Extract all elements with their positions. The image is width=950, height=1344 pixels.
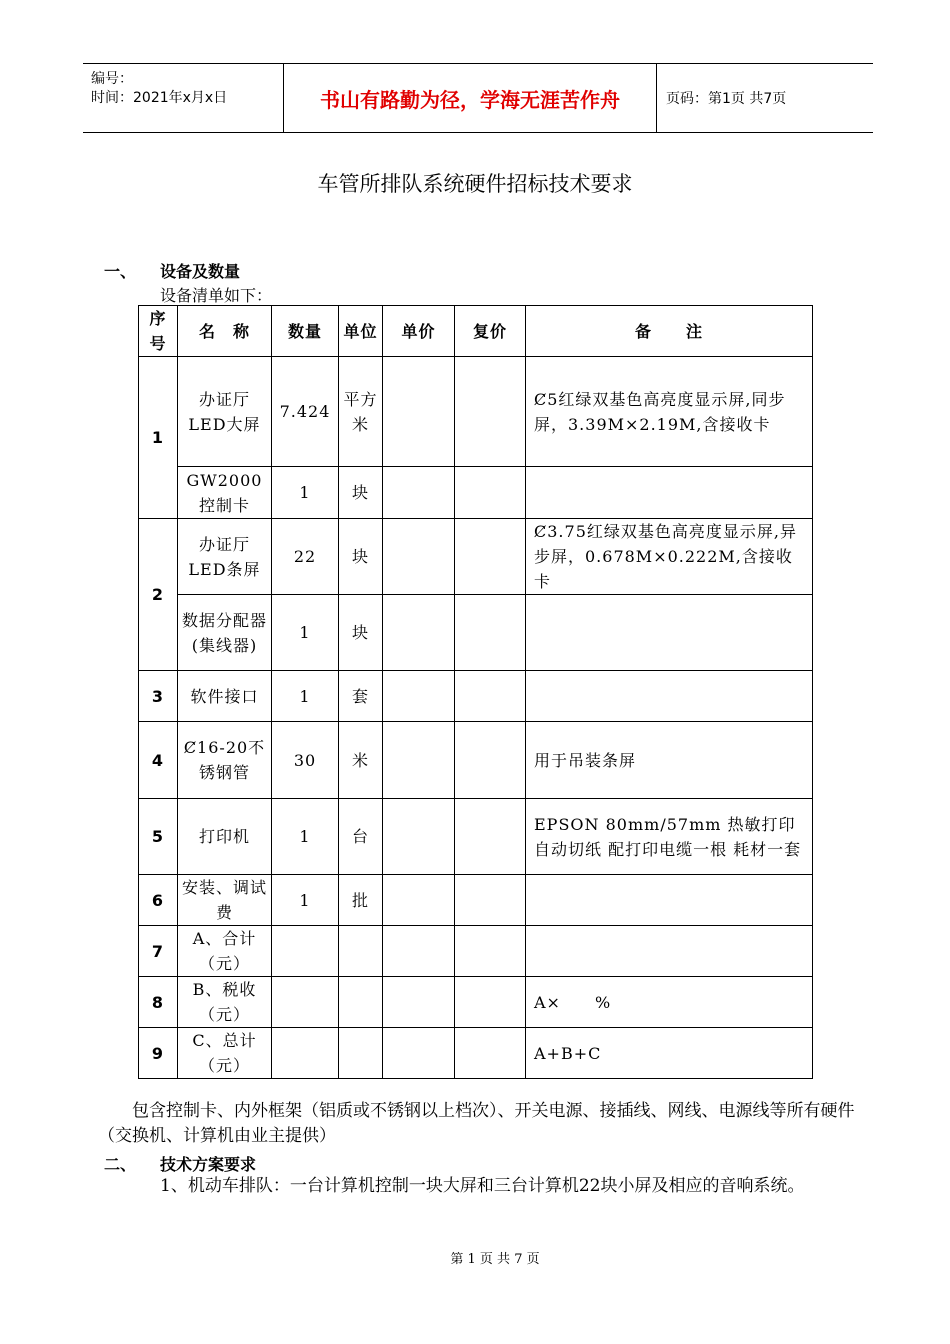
row-price xyxy=(383,977,455,1028)
header-motto: 书山有路勤为径，学海无涯苦作舟 xyxy=(284,64,657,132)
row-qty: 1 xyxy=(272,671,339,722)
row-qty: 1 xyxy=(272,875,339,926)
row-unit: 台 xyxy=(339,799,383,875)
row-unit: 套 xyxy=(339,671,383,722)
row-unit xyxy=(339,1028,383,1079)
row-name: A、合计（元） xyxy=(178,926,272,977)
section1-intro: 设备清单如下： xyxy=(160,286,273,305)
row-note xyxy=(526,671,813,722)
header-meta xyxy=(83,64,284,132)
row-total xyxy=(455,722,526,799)
row-qty: 30 xyxy=(272,722,339,799)
header-no: 序号 xyxy=(139,306,178,357)
row-name: B、税收（元） xyxy=(178,977,272,1028)
row-no: 3 xyxy=(139,671,178,722)
hardware-paragraph: 包含控制卡、内外框架（铝质或不锈钢以上档次）、开关电源、接插线、网线、电源线等所有硬件（交换机、计算机由业主提供） xyxy=(98,1101,855,1146)
row-total xyxy=(455,799,526,875)
row-unit xyxy=(339,977,383,1028)
row-name: 安装、调试费 xyxy=(178,875,272,926)
row-no: 9 xyxy=(139,1028,178,1079)
row-name: 打印机 xyxy=(178,799,272,875)
row-price xyxy=(383,357,455,467)
row-total xyxy=(455,671,526,722)
section1-title: 设备及数量 xyxy=(160,262,241,281)
row-note: A× % xyxy=(526,977,813,1028)
row-unit: 批 xyxy=(339,875,383,926)
row-no: 2 xyxy=(139,519,178,671)
header-name: 名 称 xyxy=(178,306,272,357)
table-row xyxy=(139,519,813,595)
row-total xyxy=(455,467,526,519)
row-note: Ȼ5红绿双基色高亮度显示屏,同步屏，3.39M×2.19M,含接收卡 xyxy=(526,357,813,467)
row-note: 用于吊装条屏 xyxy=(526,722,813,799)
row-price xyxy=(383,671,455,722)
row-unit: 块 xyxy=(339,519,383,595)
table-header-row xyxy=(139,306,813,357)
page-footer: 第 1 页 共 7 页 xyxy=(450,1252,540,1267)
row-unit xyxy=(339,926,383,977)
row-qty xyxy=(272,926,339,977)
row-no: 1 xyxy=(139,357,178,519)
table-row xyxy=(139,357,813,467)
row-no: 8 xyxy=(139,977,178,1028)
row-qty: 1 xyxy=(272,595,339,671)
section1-number: 一、 xyxy=(104,262,137,281)
row-qty xyxy=(272,977,339,1028)
row-price xyxy=(383,722,455,799)
row-name: Ȼ16-20不锈钢管 xyxy=(178,722,272,799)
row-price xyxy=(383,926,455,977)
header-price: 单价 xyxy=(383,306,455,357)
row-total xyxy=(455,357,526,467)
row-name: C、总计（元） xyxy=(178,1028,272,1079)
section2-title: 技术方案要求 xyxy=(160,1155,257,1174)
table-row xyxy=(139,977,813,1028)
row-no: 4 xyxy=(139,722,178,799)
row-total xyxy=(455,595,526,671)
row-price xyxy=(383,875,455,926)
row-total xyxy=(455,926,526,977)
row-unit: 块 xyxy=(339,467,383,519)
row-name: 数据分配器(集线器) xyxy=(178,595,272,671)
row-total xyxy=(455,977,526,1028)
row-note xyxy=(526,926,813,977)
row-price xyxy=(383,1028,455,1079)
table-row xyxy=(139,467,813,519)
row-note: EPSON 80mm/57mm 热敏打印 自动切纸 配打印电缆一根 耗材一套 xyxy=(526,799,813,875)
row-note: Ȼ3.75红绿双基色高亮度显示屏,异步屏，0.678M×0.222M,含接收卡 xyxy=(526,519,813,595)
row-price xyxy=(383,467,455,519)
number-label: 编号： xyxy=(91,71,133,87)
row-no: 6 xyxy=(139,875,178,926)
row-unit: 平方米 xyxy=(339,357,383,467)
row-name: 办证厅LED条屏 xyxy=(178,519,272,595)
row-name: 办证厅LED大屏 xyxy=(178,357,272,467)
row-price xyxy=(383,519,455,595)
document-title: 车管所排队系统硬件招标技术要求 xyxy=(317,172,633,196)
table-row xyxy=(139,875,813,926)
row-unit: 米 xyxy=(339,722,383,799)
table-row xyxy=(139,671,813,722)
row-no: 7 xyxy=(139,926,178,977)
row-note xyxy=(526,875,813,926)
row-price xyxy=(383,799,455,875)
date-label: 时间：2021年x月x日 xyxy=(91,90,228,106)
row-qty: 22 xyxy=(272,519,339,595)
table-row xyxy=(139,926,813,977)
table-row xyxy=(139,799,813,875)
header-page-info: 页码：第1页 共7页 xyxy=(666,91,787,107)
row-qty: 1 xyxy=(272,467,339,519)
row-total xyxy=(455,875,526,926)
header-unit: 单位 xyxy=(339,306,383,357)
row-price xyxy=(383,595,455,671)
row-name: GW2000控制卡 xyxy=(178,467,272,519)
row-unit: 块 xyxy=(339,595,383,671)
equipment-table xyxy=(138,305,813,1079)
header-total: 复价 xyxy=(455,306,526,357)
row-name: 软件接口 xyxy=(178,671,272,722)
row-note: A+B+C xyxy=(526,1028,813,1079)
row-qty: 1 xyxy=(272,799,339,875)
page-header xyxy=(83,63,873,133)
header-qty: 数量 xyxy=(272,306,339,357)
section2-number: 二、 xyxy=(104,1155,137,1174)
queue-paragraph: 1、机动车排队：一台计算机控制一块大屏和三台计算机22块小屏及相应的音响系统。 xyxy=(160,1176,805,1196)
table-row xyxy=(139,595,813,671)
table-row xyxy=(139,1028,813,1079)
row-total xyxy=(455,1028,526,1079)
row-no: 5 xyxy=(139,799,178,875)
row-note xyxy=(526,467,813,519)
header-note: 备 注 xyxy=(526,306,813,357)
row-qty xyxy=(272,1028,339,1079)
row-qty: 7.424 xyxy=(272,357,339,467)
row-total xyxy=(455,519,526,595)
row-note xyxy=(526,595,813,671)
table-row xyxy=(139,722,813,799)
